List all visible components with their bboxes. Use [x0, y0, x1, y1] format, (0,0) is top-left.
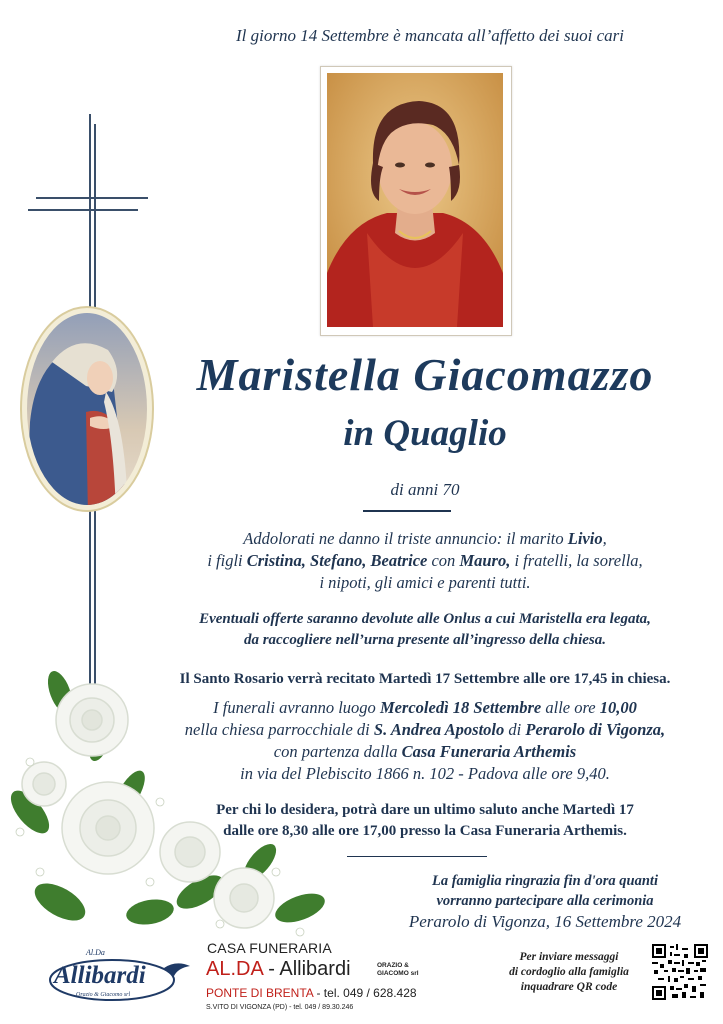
logo-top-text: Al.Da: [86, 948, 105, 957]
owners-line-1: ORAZIO &: [377, 962, 409, 969]
church-name: S. Andrea Apostolo: [373, 720, 505, 739]
married-name: in Quaglio: [343, 413, 507, 454]
funeral-text: di: [504, 720, 526, 739]
funeral-home-brand: AL.DA: [206, 958, 263, 980]
age-divider: [363, 510, 451, 512]
funeral-text: alle ore: [541, 698, 600, 717]
funeral-home-name: [206, 958, 351, 981]
donations-paragraph: [140, 609, 710, 651]
announcement-text: con: [427, 551, 460, 570]
logo-wordmark: Allibardi: [54, 962, 146, 989]
son-in-law-name: Mauro,: [459, 551, 511, 570]
intro-line: Il giorno 14 Settembre è mancata all’affetto dei suoi cari: [236, 26, 624, 45]
location-phone: - tel. 049 / 628.428: [313, 986, 417, 1000]
funeral-text: I funerali avranno luogo: [213, 698, 380, 717]
white-roses-decoration: [0, 662, 330, 944]
secondary-location: S.VITO DI VIGONZA (PD) - tel. 049 / 89.30.246: [206, 1004, 354, 1011]
qr-line-3: inquadrare QR code: [520, 981, 618, 993]
announcement-text: i figli: [207, 551, 247, 570]
announcement-paragraph: [140, 528, 710, 594]
portrait-photo: [327, 73, 503, 327]
thanks-paragraph: [380, 871, 710, 911]
funeral-home-surname: - Allibardi: [262, 958, 351, 980]
funeral-text: nella chiesa parrocchiale di: [184, 720, 374, 739]
qr-line-2: di cordoglio alla famiglia: [509, 966, 629, 978]
age-line: di anni 70: [390, 480, 460, 499]
deceased-name: Maristella Giacomazzo: [196, 349, 654, 400]
funeral-text: con partenza dalla: [273, 742, 402, 761]
funeral-home-logo: [46, 950, 194, 1004]
funeral-home-location: [206, 986, 417, 1000]
funeral-time: 10,00: [599, 698, 637, 717]
announcement-text: i fratelli, la sorella,: [510, 551, 643, 570]
donations-line-2: da raccogliere nell’urna presente all’ingresso della chiesa.: [243, 632, 607, 648]
funeral-line-4: in via del Plebiscito 1866 n. 102 - Padova alle ore 9,40.: [240, 764, 610, 783]
owners-line-2: GIACOMO srl: [377, 970, 419, 977]
children-names: Cristina, Stefano, Beatrice: [246, 551, 428, 570]
qr-code[interactable]: [652, 944, 708, 1000]
funeral-home-owners: [377, 962, 419, 978]
roses-illustration: [0, 662, 330, 944]
funeral-home-label: CASA FUNERARIA: [207, 940, 332, 956]
announcement-line-2: [140, 550, 710, 572]
farewell-line-1: Per chi lo desidera, potrà dare un ultimo saluto anche Martedì 17: [216, 802, 634, 818]
husband-name: Livio: [567, 529, 603, 548]
funeral-date: Mercoledì 18 Settembre: [379, 698, 542, 717]
announcement-line-3: i nipoti, gli amici e parenti tutti.: [319, 573, 531, 592]
cross-horizontal-bar-1: [36, 197, 148, 199]
qr-line-1: Per inviare messaggi: [519, 951, 619, 963]
place-date: Perarolo di Vigonza, 16 Settembre 2024: [408, 912, 682, 931]
thanks-line-1: La famiglia ringrazia fin d'ora quanti: [431, 873, 658, 889]
farewell-line-2: dalle ore 8,30 alle ore 17,00 presso la Casa Funeraria Arthemis.: [223, 823, 627, 839]
rosary-line: Il Santo Rosario verrà recitato Martedì 17 Settembre alle ore 17,45 in chiesa.: [179, 671, 671, 687]
announcement-line-1: Addolorati ne danno il triste annuncio: il marito Livio,: [243, 529, 607, 548]
donations-line-1: Eventuali offerte saranno devolute alle Onlus a cui Maristella era legata,: [199, 611, 651, 627]
madonna-image: [16, 302, 158, 516]
location-name: PONTE DI BRENTA: [206, 986, 314, 1000]
closing-divider: [347, 856, 487, 857]
town-name: Perarolo di Vigonza,: [525, 720, 666, 739]
portrait-illustration: [327, 73, 503, 327]
announcement-text: Addolorati ne danno il triste annuncio: il marito: [243, 529, 568, 548]
qr-instructions: [494, 950, 644, 995]
logo-subtitle: Orazio & Giacomo srl: [76, 992, 131, 998]
qr-code-icon: [652, 944, 708, 1000]
thanks-line-2: vorranno partecipare alla cerimonia: [436, 893, 654, 909]
madonna-illustration: [16, 302, 158, 516]
cross-horizontal-bar-2: [28, 209, 138, 211]
funeral-home-name: Casa Funeraria Arthemis: [401, 742, 577, 761]
